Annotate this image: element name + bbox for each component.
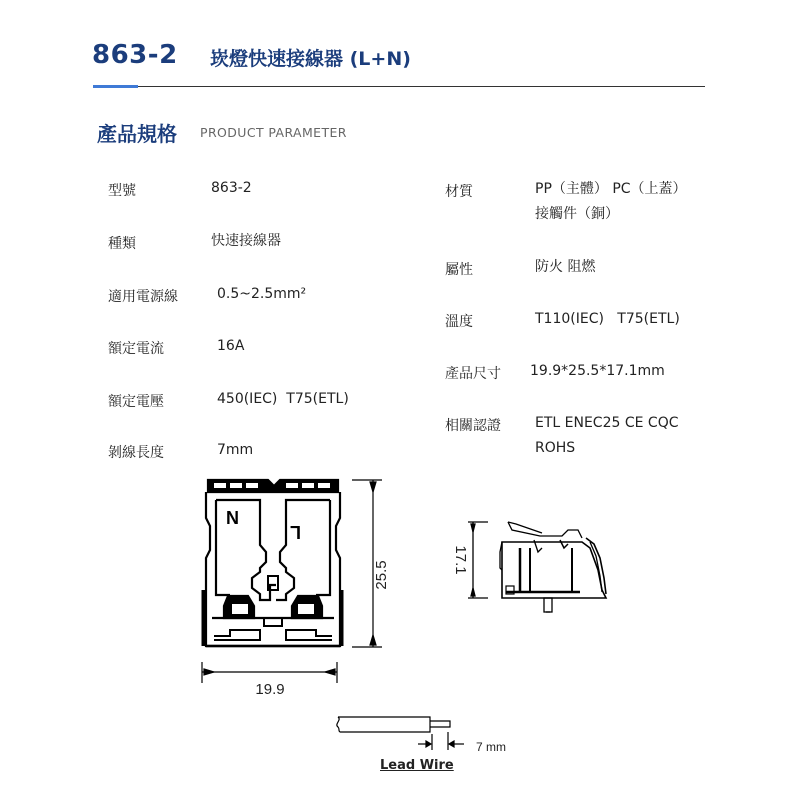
- spec-value-certifications-2: ROHS: [535, 440, 576, 456]
- section-title: 產品規格: [97, 122, 177, 146]
- spec-label-model: 型號: [108, 183, 136, 199]
- spec-label-material: 材質: [445, 184, 473, 200]
- spec-label-temperature: 溫度: [445, 314, 473, 330]
- spec-value-model: 863-2: [211, 180, 252, 196]
- lead-wire-strip-length: 7 mm: [476, 740, 506, 754]
- section-subtitle: PRODUCT PARAMETER: [200, 125, 347, 140]
- spec-value-dimensions: 19.9*25.5*17.1mm: [530, 363, 665, 379]
- front-view-n-label: N: [226, 508, 239, 528]
- spec-label-wire-size: 適用電源線: [108, 289, 178, 305]
- spec-value-temperature: T110(IEC) T75(ETL): [535, 311, 680, 327]
- spec-label-rated-current: 額定電流: [108, 341, 164, 357]
- spec-value-material-2: 接觸件（銅）: [535, 206, 619, 222]
- spec-label-dimensions: 產品尺寸: [445, 366, 501, 382]
- spec-label-type: 種類: [108, 236, 136, 252]
- side-view-height-dim: 17.1: [452, 545, 469, 575]
- spec-value-wire-size: 0.5~2.5mm²: [217, 286, 307, 302]
- spec-value-rated-current: 16A: [217, 338, 245, 354]
- spec-value-material-1: PP（主體） PC（上蓋）: [535, 181, 687, 197]
- model-code: 863-2: [92, 40, 178, 70]
- spec-value-certifications-1: ETL ENEC25 CE CQC: [535, 415, 679, 431]
- spec-label-certifications: 相關認證: [445, 418, 501, 434]
- header-divider-accent: [93, 85, 138, 88]
- spec-value-strip-length: 7mm: [217, 442, 254, 458]
- front-view-l-label: L: [290, 522, 301, 542]
- spec-label-strip-length: 剝線長度: [108, 445, 164, 461]
- front-view-drawing: [190, 470, 410, 700]
- front-view-width-dim: 19.9: [255, 681, 285, 698]
- front-view-height-dim: 25.5: [373, 560, 390, 590]
- lead-wire-drawing: [330, 710, 470, 760]
- spec-value-rated-voltage: 450(IEC) T75(ETL): [217, 391, 349, 407]
- side-view-drawing: [430, 500, 630, 630]
- product-name: 崁燈快速接線器 (L+N): [210, 48, 411, 70]
- header-divider: [93, 86, 705, 87]
- spec-value-property: 防火 阻燃: [535, 259, 596, 275]
- spec-label-property: 屬性: [445, 262, 473, 278]
- spec-value-type: 快速接線器: [211, 233, 281, 249]
- spec-label-rated-voltage: 額定電壓: [108, 394, 164, 410]
- lead-wire-title: Lead Wire: [380, 758, 454, 773]
